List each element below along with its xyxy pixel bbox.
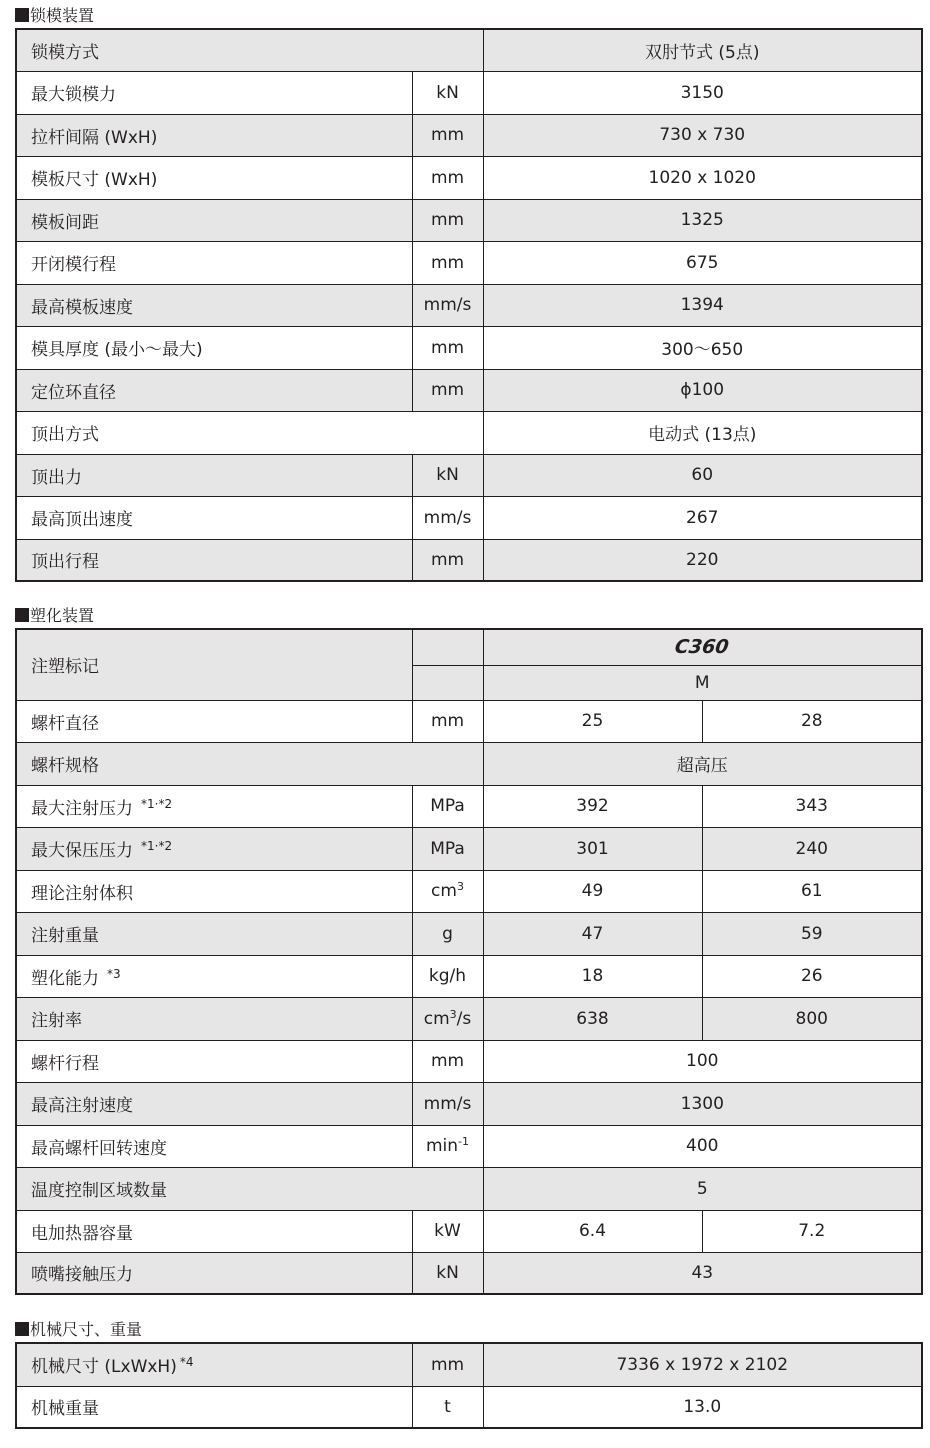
row-label: 注塑标记 (16, 629, 412, 700)
row-value-1: 6.4 (483, 1210, 702, 1252)
label-text: 最大保压压力 (31, 841, 133, 861)
row-value-2: 59 (702, 912, 922, 955)
row-value: 13.0 (483, 1386, 922, 1428)
clamping-table (15, 28, 923, 582)
row-value-1: 49 (483, 870, 702, 912)
table-row (16, 912, 922, 955)
square-bullet-icon (15, 608, 29, 622)
square-bullet-icon (15, 1322, 29, 1336)
unit-tail: /s (456, 1008, 472, 1029)
row-unit: kW (412, 1210, 483, 1252)
row-label: 最高顶出速度 (16, 496, 412, 539)
machine-table (15, 1342, 923, 1429)
table-row (16, 1040, 922, 1082)
row-unit: kN (412, 1252, 483, 1294)
row-unit: mm (412, 241, 483, 284)
row-value-2: 343 (702, 785, 922, 827)
table-row (16, 156, 922, 199)
unit-sup: -1 (458, 1135, 470, 1148)
row-label: 顶出方式 (16, 411, 483, 454)
row-label: 拉杆间隔 (WxH) (16, 114, 412, 156)
row-label (16, 1343, 412, 1386)
row-unit: mm/s (412, 284, 483, 326)
row-unit (412, 997, 483, 1040)
row-value-2: 61 (702, 870, 922, 912)
footnote-mark: *1·*2 (141, 839, 173, 853)
row-unit: t (412, 1386, 483, 1428)
table-row (16, 870, 922, 912)
row-label: 注射重量 (16, 912, 412, 955)
row-unit: mm (412, 1343, 483, 1386)
row-value-2: 7.2 (702, 1210, 922, 1252)
row-label: 螺杆直径 (16, 700, 412, 742)
table-row (16, 997, 922, 1040)
row-label: 模板尺寸 (WxH) (16, 156, 412, 199)
table-row (16, 539, 922, 581)
row-label: 最高螺杆回转速度 (16, 1125, 412, 1167)
row-label: 温度控制区域数量 (16, 1167, 483, 1210)
row-unit: kN (412, 71, 483, 114)
row-label: 注射率 (16, 997, 412, 1040)
row-unit: mm (412, 539, 483, 581)
row-unit: mm/s (412, 496, 483, 539)
row-label: 顶出力 (16, 454, 412, 496)
table-row (16, 284, 922, 326)
table-row (16, 496, 922, 539)
row-unit-empty (412, 665, 483, 700)
row-value: 电动式 (13点) (483, 411, 922, 454)
section-title-text: 塑化装置 (30, 606, 95, 625)
row-value: 730 x 730 (483, 114, 922, 156)
label-text: 最大注射压力 (31, 798, 133, 819)
row-unit: kg/h (412, 955, 483, 997)
row-label: 最高注射速度 (16, 1082, 412, 1125)
footnote-mark: *4 (179, 1355, 194, 1370)
row-value-2: 800 (702, 997, 922, 1040)
row-unit: kN (412, 454, 483, 496)
model-name (483, 629, 922, 665)
model-logo: C360 (673, 636, 731, 659)
table-row (16, 629, 922, 665)
unit-base: cm (431, 881, 457, 901)
section-title-text: 锁模装置 (30, 6, 95, 25)
row-value: 43 (483, 1252, 922, 1294)
footnote-mark: *3 (107, 966, 121, 981)
row-value-1: 25 (483, 700, 702, 742)
row-unit: mm (412, 1040, 483, 1082)
row-unit: mm (412, 156, 483, 199)
footnote-mark: *1·*2 (141, 796, 173, 811)
row-unit: MPa (412, 785, 483, 827)
table-row (16, 29, 922, 71)
row-unit: mm (412, 700, 483, 742)
row-unit: mm/s (412, 1082, 483, 1125)
row-value: 400 (483, 1125, 922, 1167)
label-text: 机械尺寸 (LxWxH) (31, 1357, 177, 1378)
section-title-injection (15, 606, 94, 626)
row-unit: MPa (412, 827, 483, 870)
row-value: 675 (483, 241, 922, 284)
row-unit: mm (412, 199, 483, 241)
unit-sup: 3 (456, 880, 464, 893)
unit-base: min (425, 1136, 459, 1156)
model-size: M (483, 665, 922, 700)
row-value: 267 (483, 496, 922, 539)
table-row (16, 1082, 922, 1125)
table-row (16, 742, 922, 785)
row-label: 锁模方式 (16, 29, 483, 71)
row-label: 模板间距 (16, 199, 412, 241)
row-label: 螺杆规格 (16, 742, 483, 785)
row-value-1: 392 (483, 785, 702, 827)
row-label: 电加热器容量 (16, 1210, 412, 1252)
row-value-1: 301 (483, 827, 702, 870)
row-value: 220 (483, 539, 922, 581)
row-label: 最大锁模力 (16, 71, 412, 114)
section-title-machine (15, 1320, 142, 1340)
table-row (16, 785, 922, 827)
row-value: 1325 (483, 199, 922, 241)
row-label: 机械重量 (16, 1386, 412, 1428)
row-label (16, 785, 412, 827)
row-value: 双肘节式 (5点) (483, 29, 922, 71)
table-row (16, 1167, 922, 1210)
row-value: 超高压 (483, 742, 922, 785)
table-row (16, 114, 922, 156)
table-row (16, 369, 922, 411)
row-unit: mm (412, 114, 483, 156)
table-row (16, 1125, 922, 1167)
unit-base: cm (423, 1008, 450, 1029)
row-unit: mm (412, 369, 483, 411)
unit-sup: 3 (449, 1007, 457, 1021)
row-label (16, 955, 412, 997)
row-value: 7336 x 1972 x 2102 (483, 1343, 922, 1386)
square-bullet-icon (15, 8, 29, 22)
table-row (16, 71, 922, 114)
row-value-2: 28 (702, 700, 922, 742)
row-value-1: 18 (483, 955, 702, 997)
row-label: 理论注射体积 (16, 870, 412, 912)
row-value: 5 (483, 1167, 922, 1210)
row-value-2: 240 (702, 827, 922, 870)
table-row (16, 827, 922, 870)
table-row (16, 241, 922, 284)
row-value-1: 47 (483, 912, 702, 955)
table-row (16, 1386, 922, 1428)
row-value-2: 26 (702, 955, 922, 997)
row-label: 模具厚度 (最小〜最大) (16, 326, 412, 369)
row-value: 300〜650 (483, 326, 922, 369)
row-value: 60 (483, 454, 922, 496)
table-row (16, 955, 922, 997)
row-value-1: 638 (483, 997, 702, 1040)
injection-table (15, 628, 923, 1295)
row-label: 螺杆行程 (16, 1040, 412, 1082)
section-title-text: 机械尺寸、重量 (30, 1320, 143, 1339)
row-unit: g (412, 912, 483, 955)
label-text: 塑化能力 (31, 968, 99, 989)
row-unit: mm (412, 326, 483, 369)
table-row (16, 454, 922, 496)
row-label: 顶出行程 (16, 539, 412, 581)
row-label (16, 827, 412, 870)
row-unit (412, 870, 483, 912)
row-value: 1300 (483, 1082, 922, 1125)
table-row (16, 411, 922, 454)
row-value: 3150 (483, 71, 922, 114)
row-label: 定位环直径 (16, 369, 412, 411)
row-unit-empty (412, 629, 483, 665)
row-value: 1020 x 1020 (483, 156, 922, 199)
row-value: 1394 (483, 284, 922, 326)
row-label: 开闭模行程 (16, 241, 412, 284)
row-label: 最高模板速度 (16, 284, 412, 326)
table-row (16, 1210, 922, 1252)
row-label: 喷嘴接触压力 (16, 1252, 412, 1294)
row-unit (412, 1125, 483, 1167)
row-value: 100 (483, 1040, 922, 1082)
row-value: ϕ100 (483, 369, 922, 411)
table-row (16, 326, 922, 369)
table-row (16, 700, 922, 742)
table-row (16, 1343, 922, 1386)
table-row (16, 199, 922, 241)
section-title-clamping (15, 6, 94, 26)
table-row (16, 1252, 922, 1294)
